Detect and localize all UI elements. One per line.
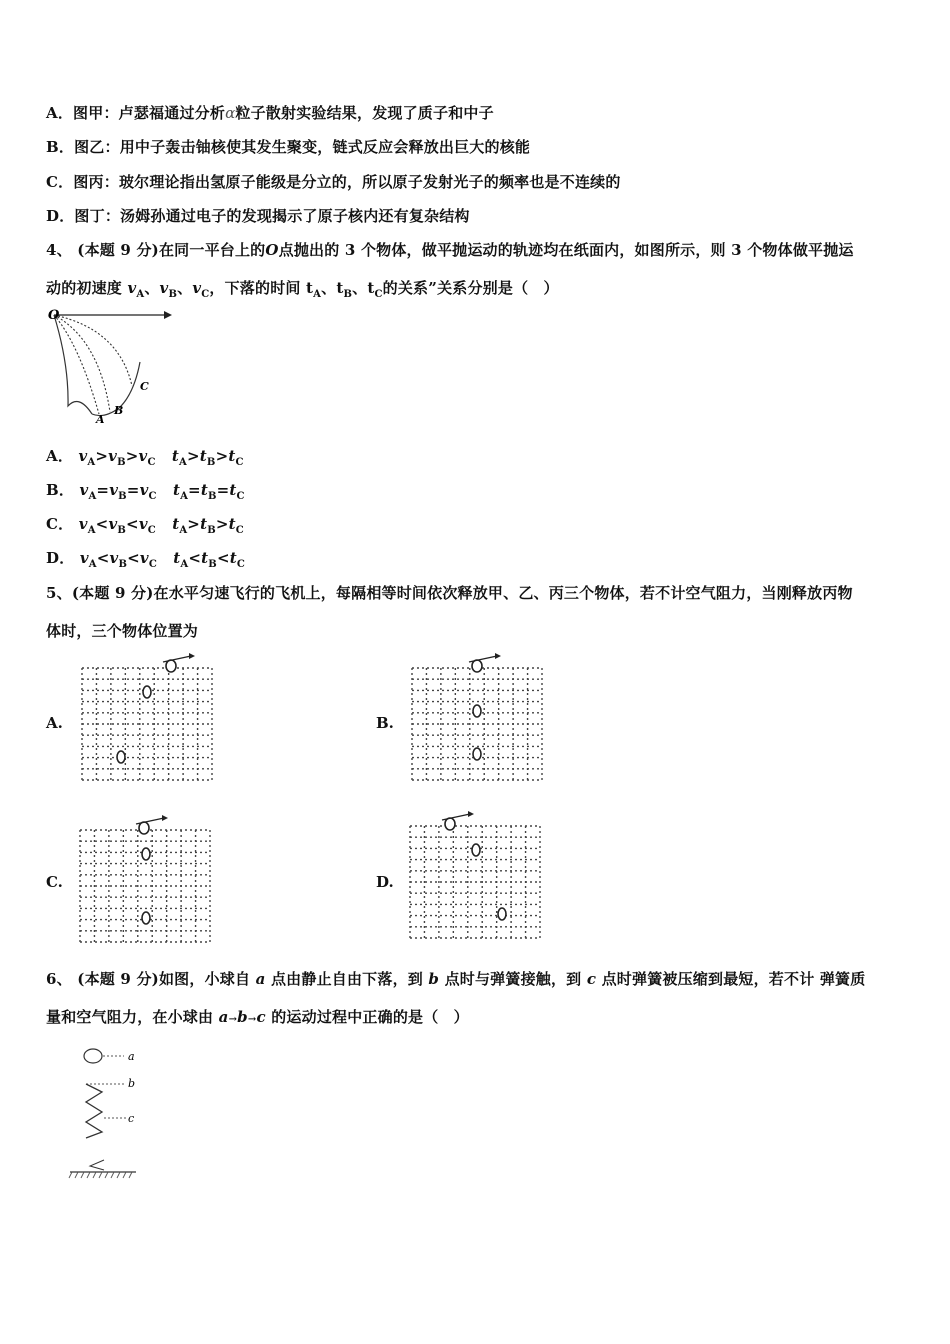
q4-option-b: B． $v_A=v_B=v_C$ $t_A=t_B=t_C$	[46, 481, 245, 502]
ball	[84, 1049, 102, 1063]
q5-option-a-figure	[78, 650, 218, 784]
falling-object	[142, 848, 150, 860]
falling-object	[472, 844, 480, 856]
projectile-trajectory-figure	[44, 304, 174, 426]
airplane-icon	[163, 653, 195, 672]
spring-ball-figure	[66, 1044, 156, 1184]
q3-option-d: D．图丁：汤姆孙通过电子的发现揭示了原子核内还有复杂结构	[46, 207, 470, 225]
ground-hatch	[69, 1172, 132, 1178]
q4-stem-line1: 4、 (本题 9 分)在同一平台上的O点抛出的 3 个物体，做平抛运动的轨迹均在纸面内，如图所示，则 3 个物体做平抛运	[46, 241, 854, 259]
q4-stem-line2: 动的初速度 $v_A$、$v_B$、$v_C$，下落的时间 $t_A$、$t_B$、$t_C$的关系”关系分别是（ ）	[46, 279, 559, 300]
q5-option-c-label: C.	[46, 873, 63, 891]
label-c: C	[140, 380, 149, 393]
label-a: A	[96, 413, 105, 426]
q5-stem-line1: 5、(本题 9 分)在水平匀速飞行的飞机上，每隔相等时间依次释放甲、乙、丙三个物体，若不计空气阻力，当刚释放丙物	[46, 584, 853, 602]
q5-option-d-label: D.	[376, 873, 394, 891]
falling-object	[473, 705, 481, 717]
falling-object	[143, 686, 151, 698]
q5-option-d-figure	[406, 808, 546, 942]
falling-object	[142, 912, 150, 924]
trajectory-a-wall	[54, 315, 92, 414]
q5-option-c-figure	[76, 812, 216, 946]
label-o: O	[48, 308, 60, 323]
falling-object	[117, 751, 125, 763]
q5-option-b-label: B.	[376, 714, 394, 732]
dotted-grid	[410, 826, 540, 938]
q6-stem-line1: 6、 (本题 9 分)如图，小球自 a 点由静止自由下落，到 b 点时与弹簧接触，到 c 点时弹簧被压缩到最短，若不计 弹簧质	[46, 970, 866, 988]
airplane-icon	[442, 811, 474, 830]
spring	[86, 1084, 102, 1138]
q4-option-c: C． $v_A<v_B<v_C$ $t_A>t_B>t_C$	[46, 515, 244, 536]
q3-option-a: A．图甲：卢瑟福通过分析α粒子散射实验结果，发现了质子和中子	[46, 104, 494, 122]
falling-object	[498, 908, 506, 920]
dotted-grid	[80, 830, 210, 942]
q4-option-a: A． $v_A>v_B>v_C$ $t_A>t_B>t_C$	[46, 447, 244, 468]
arrow-head-icon	[164, 311, 172, 319]
dotted-grid	[412, 668, 542, 780]
q3-option-b: B．图乙：用中子轰击铀核使其发生聚变，链式反应会释放出巨大的核能	[46, 138, 531, 156]
dotted-grid	[82, 668, 212, 780]
q5-stem-line2: 体时，三个物体位置为	[46, 622, 199, 640]
fig-label-c: c	[128, 1112, 135, 1125]
q5-option-a-label: A.	[46, 714, 63, 732]
trajectory-c	[54, 315, 132, 386]
label-b: B	[114, 404, 124, 417]
falling-object	[473, 748, 481, 760]
q4-option-d: D． $v_A<v_B<v_C$ $t_A<t_B<t_C$	[46, 549, 246, 570]
airplane-icon	[469, 653, 501, 672]
fig-label-b: b	[128, 1077, 136, 1090]
q5-option-b-figure	[408, 650, 548, 784]
fig-label-a: a	[128, 1050, 135, 1063]
q6-stem-line2: 量和空气阻力，在小球由 a→b→c 的运动过程中正确的是（ ）	[46, 1008, 469, 1026]
q3-option-c: C．图丙：玻尔理论指出氢原子能级是分立的，所以原子发射光子的频率也是不连续的	[46, 173, 621, 191]
